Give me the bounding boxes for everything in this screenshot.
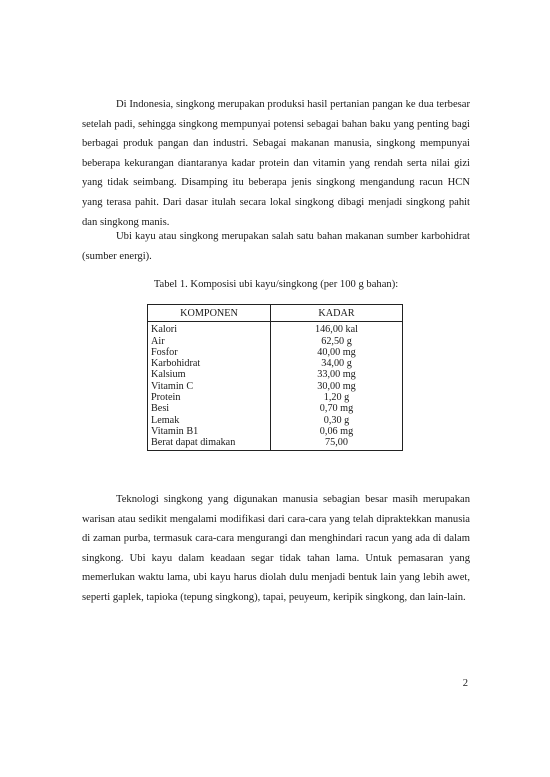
composition-table xyxy=(147,304,403,451)
table-row xyxy=(148,392,403,403)
cell-component: Vitamin C xyxy=(148,381,271,392)
cell-component: Karbohidrat xyxy=(148,358,271,369)
table-row xyxy=(148,403,403,414)
table-caption: Tabel 1. Komposisi ubi kayu/singkong (per 100 g bahan): xyxy=(153,279,399,290)
cell-value: 146,00 kal xyxy=(271,322,403,336)
paragraph-carbohydrate-text: Ubi kayu atau singkong merupakan salah satu bahan makanan sumber karbohidrat (sumber energi). xyxy=(82,231,470,262)
paragraph-technology xyxy=(82,490,470,608)
paragraph-technology-text: Teknologi singkong yang digunakan manusia sebagian besar masih merupakan warisan atau sedikit mengalami modifikasi dari cara-cara yang telah dipraktekkan manusia di zaman purba, termasuk cara-cara mengurangi dan menghindari racun yang ada di dalam singkong. Ubi kayu dalam keadaan segar tidak tahan lama. Untuk pemasaran yang memerlukan waktu lama, ubi kayu harus diolah dulu menjadi bentuk lain yang lebih awet, seperti gaplek, tapioka (tepung singkong), tapai, peuyeum, keripik singkong, dan lain-lain. xyxy=(82,494,470,603)
cell-component: Berat dapat dimakan xyxy=(148,437,271,450)
cell-value: 34,00 g xyxy=(271,358,403,369)
header-komponen: KOMPONEN xyxy=(148,305,271,322)
cell-component: Fosfor xyxy=(148,347,271,358)
paragraph-intro xyxy=(82,95,470,232)
cell-component: Vitamin B1 xyxy=(148,426,271,437)
paragraph-intro-text: Di Indonesia, singkong merupakan produksi hasil pertanian pangan ke dua terbesar setelah padi, sehingga singkong mempunyai potensi sebagai bahan baku yang penting bagi berbagai produk pangan dan industri. Sebagai makanan manusia, singkong mempunyai beberapa kekurangan diantaranya kadar protein dan vitamin yang rendah serta nilai gizi yang tidak seimbang. Disamping itu beberapa jenis singkong mengandung racun HCN yang terasa pahit. Dari dasar itulah secara lokal singkong dibagi menjadi singkong pahit dan singkong manis. xyxy=(82,99,470,228)
cell-component: Kalsium xyxy=(148,369,271,380)
table-row xyxy=(148,347,403,358)
cell-value: 33,00 mg xyxy=(271,369,403,380)
cell-value: 0,06 mg xyxy=(271,426,403,437)
table-row xyxy=(148,415,403,426)
cell-component: Besi xyxy=(148,403,271,414)
table-row xyxy=(148,381,403,392)
table-header-row xyxy=(148,305,403,322)
header-kadar: KADAR xyxy=(271,305,403,322)
table-row xyxy=(148,369,403,380)
cell-value: 40,00 mg xyxy=(271,347,403,358)
table-row xyxy=(148,336,403,347)
paragraph-carbohydrate xyxy=(82,227,470,266)
cell-value: 0,30 g xyxy=(271,415,403,426)
cell-value: 1,20 g xyxy=(271,392,403,403)
table-row xyxy=(148,358,403,369)
table-row xyxy=(148,322,403,336)
cell-value: 62,50 g xyxy=(271,336,403,347)
cell-value: 0,70 mg xyxy=(271,403,403,414)
page-number: 2 xyxy=(462,678,468,689)
cell-value: 75,00 xyxy=(271,437,403,450)
cell-component: Protein xyxy=(148,392,271,403)
table-row xyxy=(148,426,403,437)
cell-component: Lemak xyxy=(148,415,271,426)
cell-component: Kalori xyxy=(148,322,271,336)
cell-value: 30,00 mg xyxy=(271,381,403,392)
cell-component: Air xyxy=(148,336,271,347)
table-row xyxy=(148,437,403,450)
